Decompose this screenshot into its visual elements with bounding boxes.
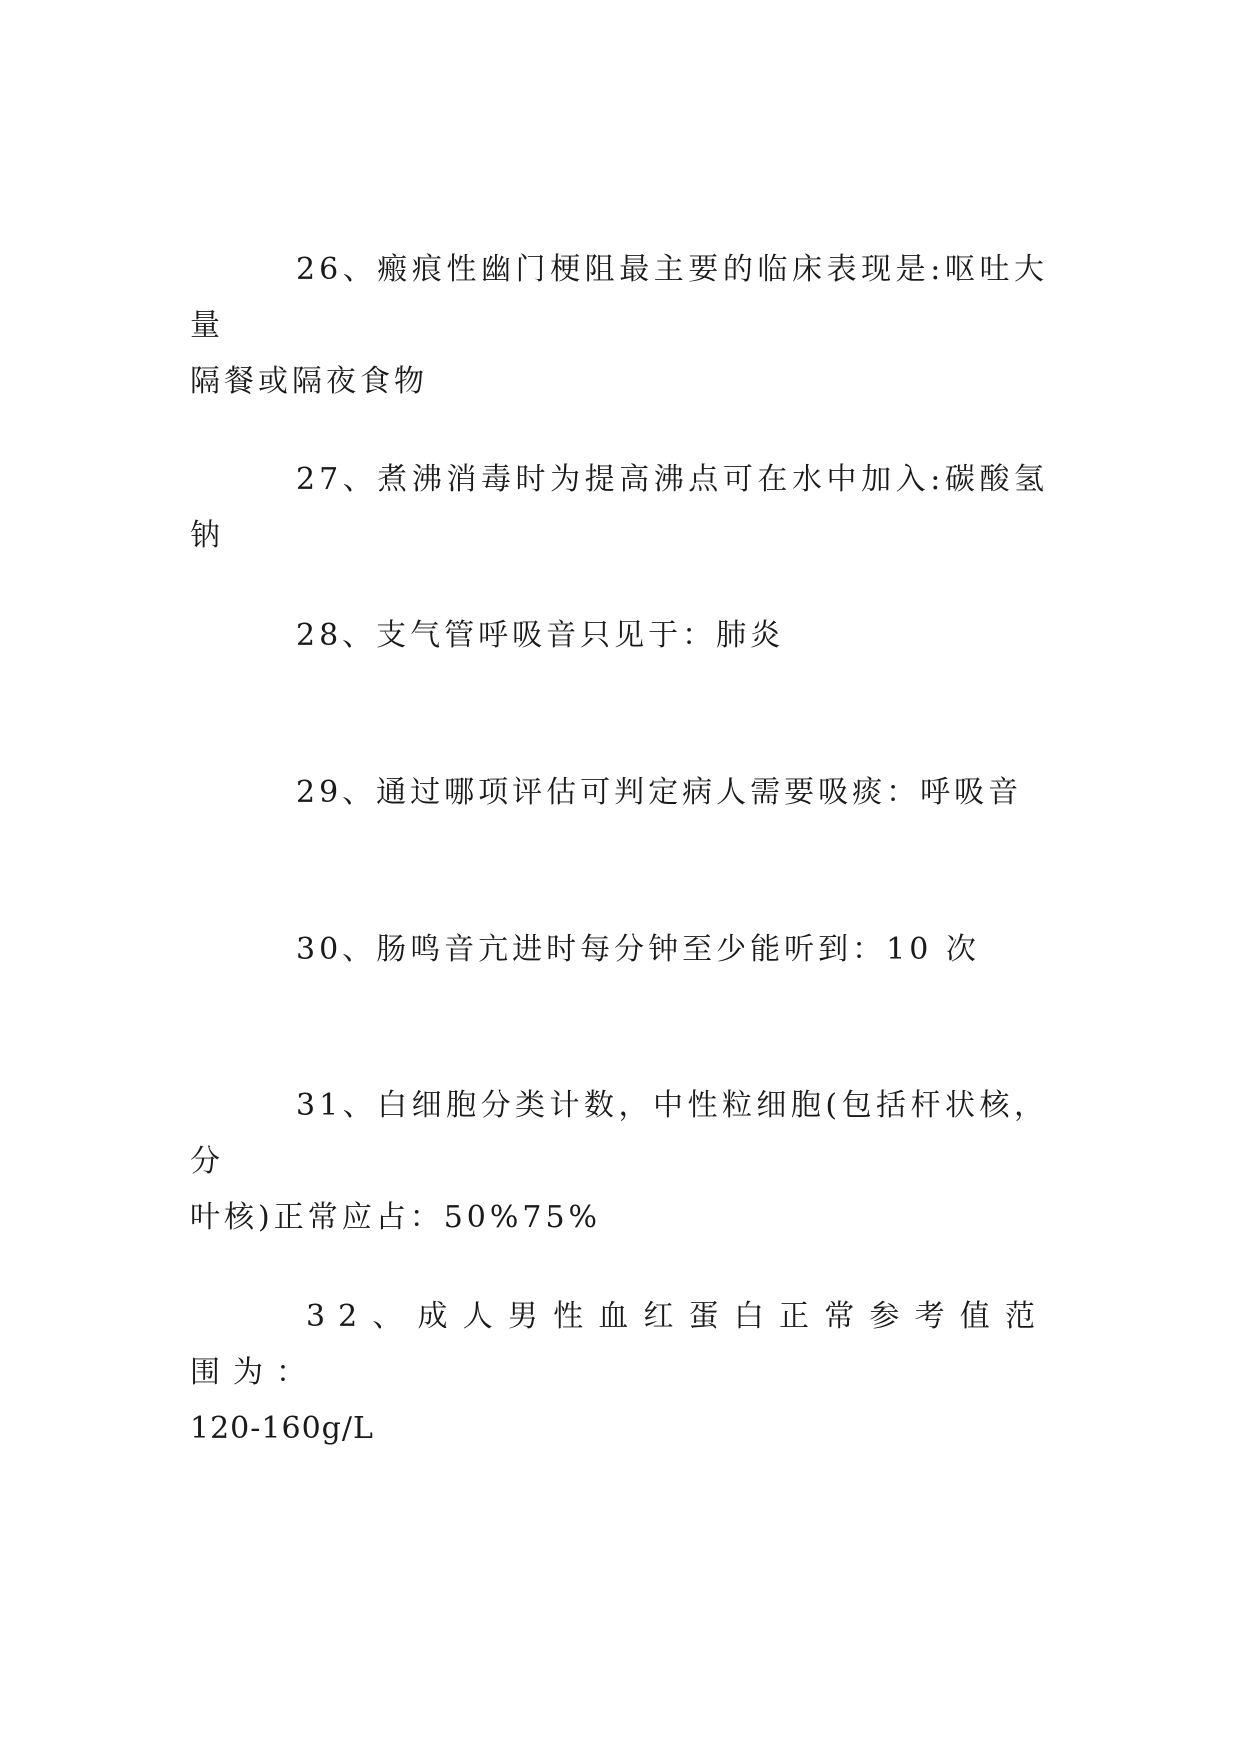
question-29-line-1: 29、通过哪项评估可判定病人需要吸痰：呼吸音 <box>296 775 1023 810</box>
question-30-line-1: 30、肠鸣音亢进时每分钟至少能听到：10 次 <box>296 932 980 967</box>
question-item-29 <box>190 765 1048 821</box>
question-28-line-1: 28、支气管呼吸音只见于：肺炎 <box>296 618 785 653</box>
question-item-27 <box>190 452 1048 564</box>
question-item-32 <box>190 1289 1048 1457</box>
question-item-30 <box>190 922 1048 978</box>
question-26-line-1: 26、瘢痕性幽门梗阻最主要的临床表现是:呕吐大量 <box>190 252 1048 343</box>
question-item-31 <box>190 1078 1048 1246</box>
question-item-26 <box>190 242 1048 410</box>
question-32-line-2: 120-160g/L <box>190 1411 374 1446</box>
question-27-line-1: 27、煮沸消毒时为提高沸点可在水中加入:碳酸氢钠 <box>190 462 1048 553</box>
question-32-line-1: 32、成人男性血红蛋白正常参考值范围为： <box>190 1299 1048 1390</box>
question-26-line-2: 隔餐或隔夜食物 <box>190 364 428 399</box>
question-31-line-2: 叶核)正常应占：50%75% <box>190 1200 602 1235</box>
question-item-28 <box>190 608 1048 664</box>
question-31-line-1: 31、白细胞分类计数，中性粒细胞(包括杆状核，分 <box>190 1088 1048 1179</box>
